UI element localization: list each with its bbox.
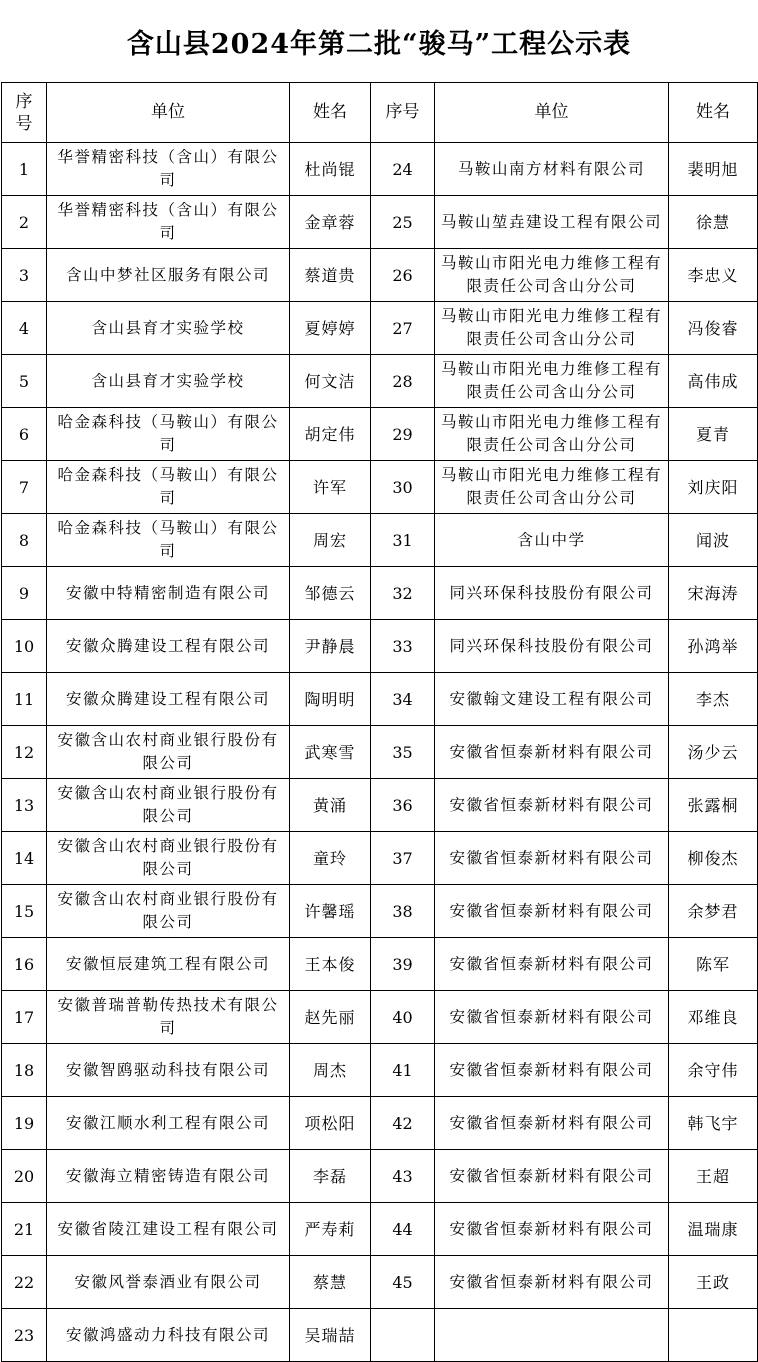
unit-cell: 马鞍山市阳光电力维修工程有限责任公司含山分公司 xyxy=(435,249,669,302)
seq-cell: 34 xyxy=(371,673,435,726)
name-cell: 王政 xyxy=(669,1256,758,1309)
seq-cell: 41 xyxy=(371,1044,435,1097)
unit-cell: 安徽省恒泰新材料有限公司 xyxy=(435,779,669,832)
unit-cell: 安徽省恒泰新材料有限公司 xyxy=(435,1256,669,1309)
unit-cell: 马鞍山市阳光电力维修工程有限责任公司含山分公司 xyxy=(435,302,669,355)
seq-cell: 35 xyxy=(371,726,435,779)
name-cell: 宋海涛 xyxy=(669,567,758,620)
page-title: 含山县2024年第二批“骏马”工程公示表 xyxy=(126,28,632,60)
unit-cell: 安徽众腾建设工程有限公司 xyxy=(47,673,290,726)
unit-cell: 含山县育才实验学校 xyxy=(47,302,290,355)
seq-cell: 1 xyxy=(2,143,47,196)
unit-cell: 安徽恒辰建筑工程有限公司 xyxy=(47,938,290,991)
seq-cell: 13 xyxy=(2,779,47,832)
header-seq-left-char1: 序 xyxy=(15,91,33,112)
seq-cell: 37 xyxy=(371,832,435,885)
seq-cell: 23 xyxy=(2,1309,47,1362)
unit-cell: 安徽省恒泰新材料有限公司 xyxy=(435,1203,669,1256)
header-unit-right: 单位 xyxy=(435,83,669,143)
unit-cell: 安徽省恒泰新材料有限公司 xyxy=(435,938,669,991)
table-row xyxy=(2,1203,758,1256)
table-row xyxy=(2,1097,758,1150)
name-cell: 胡定伟 xyxy=(290,408,371,461)
unit-cell: 马鞍山市阳光电力维修工程有限责任公司含山分公司 xyxy=(435,355,669,408)
seq-cell: 6 xyxy=(2,408,47,461)
unit-cell: 安徽普瑞普勒传热技术有限公司 xyxy=(47,991,290,1044)
seq-cell: 9 xyxy=(2,567,47,620)
table-row xyxy=(2,673,758,726)
unit-cell: 哈金森科技（马鞍山）有限公司 xyxy=(47,461,290,514)
unit-cell: 安徽省恒泰新材料有限公司 xyxy=(435,832,669,885)
table-row xyxy=(2,1044,758,1097)
name-cell: 夏婷婷 xyxy=(290,302,371,355)
seq-cell: 30 xyxy=(371,461,435,514)
name-cell: 李杰 xyxy=(669,673,758,726)
seq-cell: 40 xyxy=(371,991,435,1044)
seq-cell: 8 xyxy=(2,514,47,567)
table-row xyxy=(2,514,758,567)
name-cell: 闻波 xyxy=(669,514,758,567)
table-row xyxy=(2,620,758,673)
unit-cell: 安徽翰文建设工程有限公司 xyxy=(435,673,669,726)
name-cell: 蔡慧 xyxy=(290,1256,371,1309)
name-cell: 温瑞康 xyxy=(669,1203,758,1256)
header-seq-left xyxy=(2,83,47,143)
name-cell: 尹静晨 xyxy=(290,620,371,673)
seq-cell: 24 xyxy=(371,143,435,196)
name-cell: 陶明明 xyxy=(290,673,371,726)
unit-cell: 安徽含山农村商业银行股份有限公司 xyxy=(47,885,290,938)
table-row xyxy=(2,567,758,620)
seq-cell: 38 xyxy=(371,885,435,938)
name-cell: 赵先丽 xyxy=(290,991,371,1044)
name-cell: 童玲 xyxy=(290,832,371,885)
unit-cell: 安徽风誉泰酒业有限公司 xyxy=(47,1256,290,1309)
name-cell: 刘庆阳 xyxy=(669,461,758,514)
seq-cell: 36 xyxy=(371,779,435,832)
name-cell: 何文洁 xyxy=(290,355,371,408)
unit-cell: 安徽含山农村商业银行股份有限公司 xyxy=(47,726,290,779)
seq-cell: 45 xyxy=(371,1256,435,1309)
table-row xyxy=(2,938,758,991)
name-cell: 武寒雪 xyxy=(290,726,371,779)
seq-cell: 5 xyxy=(2,355,47,408)
unit-cell: 华誉精密科技（含山）有限公司 xyxy=(47,196,290,249)
name-cell: 余梦君 xyxy=(669,885,758,938)
header-unit-left: 单位 xyxy=(47,83,290,143)
seq-cell: 3 xyxy=(2,249,47,302)
seq-cell: 28 xyxy=(371,355,435,408)
table-row xyxy=(2,885,758,938)
table-row xyxy=(2,249,758,302)
name-cell: 杜尚锟 xyxy=(290,143,371,196)
seq-cell: 15 xyxy=(2,885,47,938)
name-cell: 柳俊杰 xyxy=(669,832,758,885)
seq-cell: 33 xyxy=(371,620,435,673)
unit-cell: 安徽众腾建设工程有限公司 xyxy=(47,620,290,673)
name-cell: 李忠义 xyxy=(669,249,758,302)
unit-cell: 安徽省恒泰新材料有限公司 xyxy=(435,726,669,779)
name-cell: 孙鸿举 xyxy=(669,620,758,673)
unit-cell: 安徽省恒泰新材料有限公司 xyxy=(435,1044,669,1097)
name-cell xyxy=(669,1309,758,1362)
unit-cell: 同兴环保科技股份有限公司 xyxy=(435,620,669,673)
seq-cell: 7 xyxy=(2,461,47,514)
seq-cell: 18 xyxy=(2,1044,47,1097)
unit-cell: 华誉精密科技（含山）有限公司 xyxy=(47,143,290,196)
header-row xyxy=(2,83,758,143)
name-cell: 周杰 xyxy=(290,1044,371,1097)
table-row xyxy=(2,991,758,1044)
roster-table xyxy=(1,82,758,1362)
table-row xyxy=(2,779,758,832)
unit-cell: 安徽含山农村商业银行股份有限公司 xyxy=(47,832,290,885)
table-row xyxy=(2,355,758,408)
unit-cell: 安徽中特精密制造有限公司 xyxy=(47,567,290,620)
seq-cell: 22 xyxy=(2,1256,47,1309)
seq-cell: 39 xyxy=(371,938,435,991)
seq-cell: 29 xyxy=(371,408,435,461)
unit-cell: 安徽智鸥驱动科技有限公司 xyxy=(47,1044,290,1097)
name-cell: 项松阳 xyxy=(290,1097,371,1150)
unit-cell: 安徽省恒泰新材料有限公司 xyxy=(435,1097,669,1150)
name-cell: 王本俊 xyxy=(290,938,371,991)
name-cell: 许馨瑶 xyxy=(290,885,371,938)
seq-cell: 2 xyxy=(2,196,47,249)
unit-cell: 安徽海立精密铸造有限公司 xyxy=(47,1150,290,1203)
table-row xyxy=(2,726,758,779)
name-cell: 汤少云 xyxy=(669,726,758,779)
table-row xyxy=(2,832,758,885)
unit-cell: 安徽含山农村商业银行股份有限公司 xyxy=(47,779,290,832)
table-row xyxy=(2,196,758,249)
name-cell: 韩飞宇 xyxy=(669,1097,758,1150)
unit-cell: 马鞍山市阳光电力维修工程有限责任公司含山分公司 xyxy=(435,408,669,461)
seq-cell: 32 xyxy=(371,567,435,620)
table-row xyxy=(2,302,758,355)
unit-cell: 安徽省陵江建设工程有限公司 xyxy=(47,1203,290,1256)
name-cell: 吴瑞喆 xyxy=(290,1309,371,1362)
unit-cell: 同兴环保科技股份有限公司 xyxy=(435,567,669,620)
seq-cell: 11 xyxy=(2,673,47,726)
name-cell: 冯俊睿 xyxy=(669,302,758,355)
unit-cell: 安徽江顺水利工程有限公司 xyxy=(47,1097,290,1150)
header-seq-right: 序号 xyxy=(371,83,435,143)
seq-cell: 25 xyxy=(371,196,435,249)
seq-cell: 14 xyxy=(2,832,47,885)
table-row xyxy=(2,1150,758,1203)
table-row xyxy=(2,1256,758,1309)
unit-cell xyxy=(435,1309,669,1362)
unit-cell: 马鞍山南方材料有限公司 xyxy=(435,143,669,196)
unit-cell: 含山中梦社区服务有限公司 xyxy=(47,249,290,302)
seq-cell: 43 xyxy=(371,1150,435,1203)
name-cell: 周宏 xyxy=(290,514,371,567)
unit-cell: 哈金森科技（马鞍山）有限公司 xyxy=(47,514,290,567)
seq-cell: 26 xyxy=(371,249,435,302)
header-seq-left-char2: 号 xyxy=(15,113,33,134)
unit-cell: 安徽省恒泰新材料有限公司 xyxy=(435,991,669,1044)
unit-cell: 含山县育才实验学校 xyxy=(47,355,290,408)
name-cell: 蔡道贵 xyxy=(290,249,371,302)
name-cell: 邓维良 xyxy=(669,991,758,1044)
unit-cell: 哈金森科技（马鞍山）有限公司 xyxy=(47,408,290,461)
unit-cell: 马鞍山堃垚建设工程有限公司 xyxy=(435,196,669,249)
name-cell: 余守伟 xyxy=(669,1044,758,1097)
unit-cell: 含山中学 xyxy=(435,514,669,567)
name-cell: 张露桐 xyxy=(669,779,758,832)
seq-cell: 27 xyxy=(371,302,435,355)
table-row xyxy=(2,461,758,514)
table-row xyxy=(2,1309,758,1362)
seq-cell: 31 xyxy=(371,514,435,567)
seq-cell: 10 xyxy=(2,620,47,673)
name-cell: 李磊 xyxy=(290,1150,371,1203)
name-cell: 夏青 xyxy=(669,408,758,461)
seq-cell xyxy=(371,1309,435,1362)
name-cell: 高伟成 xyxy=(669,355,758,408)
header-name-left: 姓名 xyxy=(290,83,371,143)
seq-cell: 4 xyxy=(2,302,47,355)
seq-cell: 20 xyxy=(2,1150,47,1203)
name-cell: 裴明旭 xyxy=(669,143,758,196)
unit-cell: 安徽省恒泰新材料有限公司 xyxy=(435,1150,669,1203)
unit-cell: 安徽省恒泰新材料有限公司 xyxy=(435,885,669,938)
seq-cell: 16 xyxy=(2,938,47,991)
table-row xyxy=(2,143,758,196)
seq-cell: 42 xyxy=(371,1097,435,1150)
seq-cell: 21 xyxy=(2,1203,47,1256)
name-cell: 徐慧 xyxy=(669,196,758,249)
seq-cell: 44 xyxy=(371,1203,435,1256)
name-cell: 王超 xyxy=(669,1150,758,1203)
table-row xyxy=(2,408,758,461)
name-cell: 许军 xyxy=(290,461,371,514)
name-cell: 黄涌 xyxy=(290,779,371,832)
name-cell: 陈军 xyxy=(669,938,758,991)
name-cell: 邹德云 xyxy=(290,567,371,620)
name-cell: 金章蓉 xyxy=(290,196,371,249)
seq-cell: 17 xyxy=(2,991,47,1044)
seq-cell: 19 xyxy=(2,1097,47,1150)
seq-cell: 12 xyxy=(2,726,47,779)
name-cell: 严寿莉 xyxy=(290,1203,371,1256)
unit-cell: 马鞍山市阳光电力维修工程有限责任公司含山分公司 xyxy=(435,461,669,514)
header-name-right: 姓名 xyxy=(669,83,758,143)
unit-cell: 安徽鸿盛动力科技有限公司 xyxy=(47,1309,290,1362)
